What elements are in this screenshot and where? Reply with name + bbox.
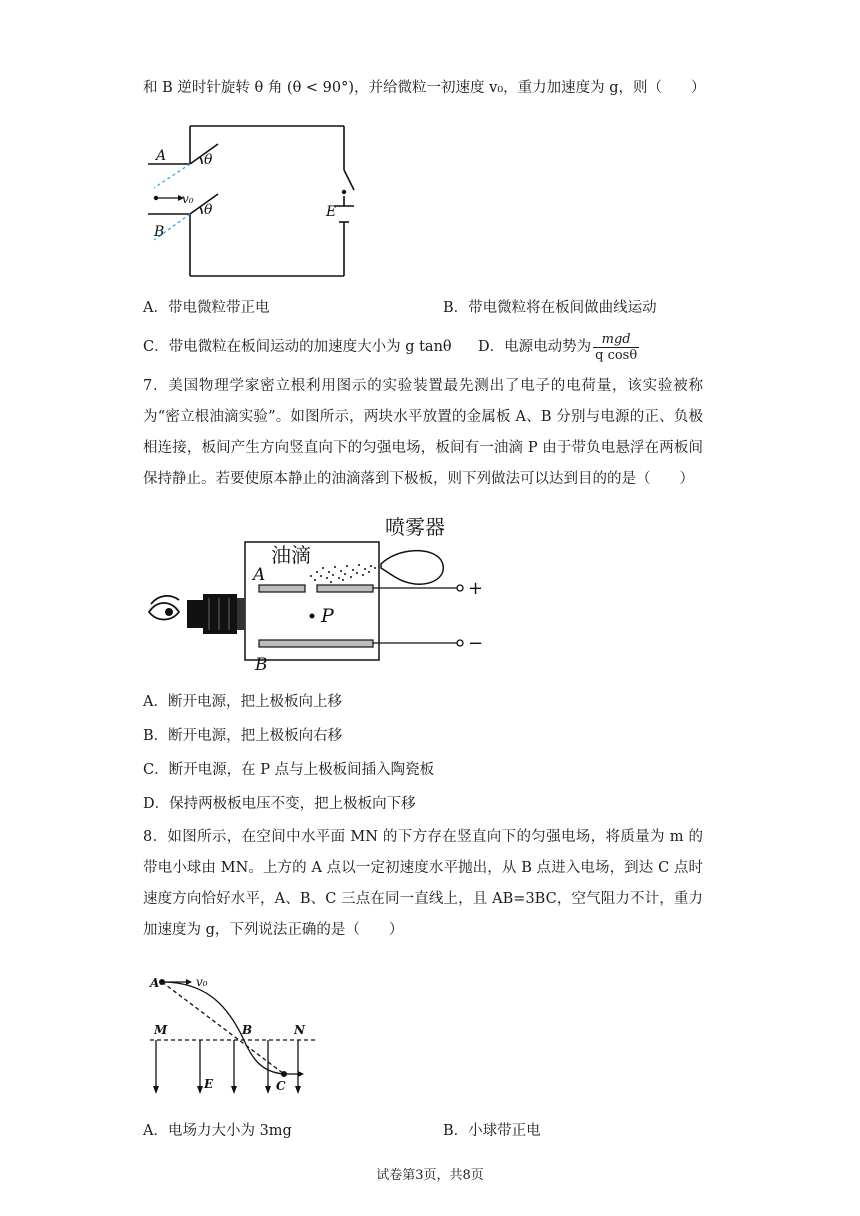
q6-option-d-prefix: D．电源电动势为 xyxy=(478,339,592,355)
q8-label-N: N xyxy=(294,1023,305,1037)
q6-label-B: B xyxy=(154,224,165,240)
q6-option-d xyxy=(478,331,639,363)
q7-stem: 7．美国物理学家密立根利用图示的实验装置最先测出了电子的电荷量，该实验被称为“密立根油滴实验”。如图所示，两块水平放置的金属板 A、B 分别与电源的正、负极相连接，板间产生方向竖直向下的匀强电场，板间有一油滴 P 由于带负电悬浮在两板间保持静止。若要使原本静止的油滴落到下极板，则下列做法可以达到目的的是（ ） xyxy=(143,378,703,487)
q7-label-minus: − xyxy=(468,633,484,654)
q7-label-P: P xyxy=(321,605,334,627)
q6-fraction-numerator: mgd xyxy=(593,332,639,348)
q8-label-B: B xyxy=(242,1023,253,1037)
q6-label-v0: v₀ xyxy=(182,192,194,206)
q6-label-E: E xyxy=(326,204,337,220)
q7-option-c: C．断开电源，在 P 点与上极板间插入陶瓷板 xyxy=(143,762,435,778)
q8-label-v0: v₀ xyxy=(196,975,208,989)
q8-option-b: B．小球带正电 xyxy=(443,1123,541,1139)
q7-label-plus: + xyxy=(468,578,484,599)
page-footer: 试卷第3页，共8页 xyxy=(376,1168,484,1183)
q6-option-a: A．带电微粒带正电 xyxy=(143,300,270,316)
q6-option-c: C．带电微粒在板间运动的加速度大小为 g tanθ xyxy=(143,339,452,355)
q7-option-d: D．保持两极板电压不变，把上极板向下移 xyxy=(143,796,416,812)
q6-label-theta-a: θ xyxy=(204,152,213,168)
q8-option-a: A．电场力大小为 3mg xyxy=(143,1123,292,1139)
q7-label-oil: 油滴 xyxy=(271,543,311,567)
q8-label-C: C xyxy=(276,1079,286,1093)
q7-label-B: B xyxy=(255,655,268,674)
q7-option-b: B．断开电源，把上极板向右移 xyxy=(143,728,343,744)
q8-label-M: M xyxy=(154,1023,168,1037)
q6-label-A: A xyxy=(156,148,167,164)
q7-label-sprayer: 喷雾器 xyxy=(385,515,445,539)
q8-trajectory-figure xyxy=(148,968,328,1096)
q8-stem: 8．如图所示，在空间中水平面 MN 的下方存在竖直向下的匀强电场，将质量为 m 的带电小球由 MN。上方的 A 点以一定初速度水平抛出，从 B 点进入电场，到达 C 点时速度方向恰好水平，A、B、C 三点在同一直线上，且 AB=3BC，空气阻力不计，重力加速度为 g，下列说法正确的是（ ） xyxy=(143,829,703,938)
eye-icon xyxy=(149,596,179,620)
q7-label-A: A xyxy=(253,565,266,585)
q6-option-d-fraction xyxy=(593,332,639,363)
q6-label-theta-b: θ xyxy=(204,202,213,218)
q6-circuit-figure xyxy=(140,118,370,288)
q6-option-b: B．带电微粒将在板间做曲线运动 xyxy=(443,300,657,316)
q6-fraction-denominator: q cosθ xyxy=(595,347,638,363)
q7-option-a: A．断开电源，把上极板向上移 xyxy=(143,694,342,710)
q8-label-A: A xyxy=(150,976,160,990)
q6-stem-tail: 和 B 逆时针旋转 θ 角 (θ < 90°)，并给微粒一初速度 v₀，重力加速度为 g，则（ ） xyxy=(143,80,706,96)
q7-millikan-figure xyxy=(145,512,495,674)
q8-label-E: E xyxy=(204,1077,214,1091)
